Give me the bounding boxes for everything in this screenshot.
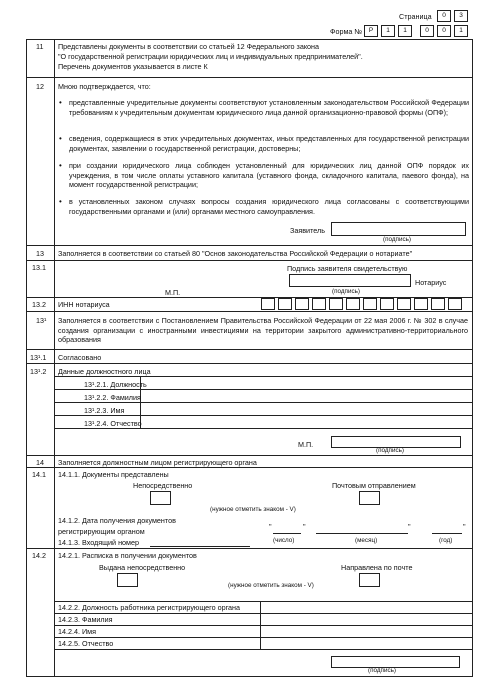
applicant-label: Заявитель (290, 226, 325, 235)
official-surname-label: 13¹.2.2. Фамилия (84, 393, 141, 402)
applicant-signature-caption: (подпись) (383, 236, 411, 243)
year-caption: (год) (439, 537, 453, 544)
by-post-label: Почтовым отправлением (332, 481, 416, 490)
issued-label: Выдана непосредственно (99, 563, 186, 572)
month-caption: (месяц) (355, 537, 378, 544)
day-caption: (число) (273, 537, 295, 544)
bullet-icon: • (59, 197, 62, 206)
inn-digit-cell[interactable] (312, 298, 326, 310)
registrar-name-field[interactable] (261, 626, 472, 637)
registrar-patronymic-label: 14.2.5. Отчество (58, 639, 114, 648)
notary-signature-caption: (подпись) (332, 288, 360, 295)
form-digit-1: Р (364, 25, 378, 37)
section-13x-1-number: 13¹.1 (30, 353, 47, 362)
day-field[interactable] (273, 533, 301, 534)
section-11-line-1: Представлены документы в соответствии со статьей 12 Федерального закона (58, 42, 320, 51)
confirmation-2: сведения, содержащиеся в этих учредительных документах, иных представленных для государственной регистрации документах, заявлении о государственной регистрации, достоверны; (69, 134, 469, 153)
section-14-1-number: 14.1 (32, 470, 46, 479)
inn-digit-cell[interactable] (346, 298, 360, 310)
confirmation-1: представленные учредительные документы соответствуют установленным законодательством Российской Федерации требованиям к учредительным документам юридического лица данной организационно-правовой формы (ОПФ); (69, 98, 469, 117)
quote-mark: " (408, 522, 411, 531)
inn-digit-cell[interactable] (380, 298, 394, 310)
registrar-name-label: 14.2.4. Имя (58, 627, 96, 636)
section-14-2-number: 14.2 (32, 551, 46, 560)
official-patronymic-label: 13¹.2.4. Отчество (84, 419, 142, 428)
bullet-icon: • (59, 161, 62, 170)
inn-digit-cell[interactable] (448, 298, 462, 310)
incoming-number-label: 14.1.3. Входящий номер (58, 538, 139, 547)
registrar-surname-field[interactable] (261, 614, 472, 625)
registrar-surname-label: 14.2.3. Фамилия (58, 615, 113, 624)
form-digit-3: 1 (398, 25, 412, 37)
official-stamp-label: М.П. (298, 440, 314, 449)
inn-digit-cell[interactable] (431, 298, 445, 310)
section-11-number: 11 (36, 42, 44, 51)
official-data-label: Данные должностного лица (58, 367, 151, 376)
section-14-number: 14 (36, 458, 44, 467)
official-patronymic-field[interactable] (141, 416, 472, 428)
registrar-patronymic-field[interactable] (261, 638, 472, 649)
quote-mark: " (463, 522, 466, 531)
sent-checkbox[interactable] (359, 573, 380, 587)
confirmation-3: при создании юридического лица соблюден установленный для юридических лиц данной ОПФ порядок их учреждения, в том числе оплаты уставного капитала (уставного фонда, складочного капитала, паевого фонда), на момент государственной регистрации; (69, 161, 469, 190)
page-digit-1[interactable]: 0 (437, 10, 451, 22)
section-13x-number: 13¹ (36, 316, 47, 325)
applicant-signature-field[interactable] (331, 222, 466, 236)
inn-digit-cell[interactable] (363, 298, 377, 310)
section-13-number: 13 (36, 249, 44, 258)
section-11-line-2: "О государственной регистрации юридических лиц и индивидуальных предпринимателей". (58, 52, 363, 61)
inn-digit-cell[interactable] (261, 298, 275, 310)
inn-digit-cell[interactable] (414, 298, 428, 310)
registrar-position-label: 14.2.2. Должность работника регистрирующего органа (58, 603, 241, 612)
inn-digit-cell[interactable] (278, 298, 292, 310)
month-field[interactable] (316, 533, 408, 534)
official-name-label: 13¹.2.3. Имя (84, 406, 125, 415)
official-position-label: 13¹.2.1. Должность (84, 380, 147, 389)
inn-digit-cell[interactable] (329, 298, 343, 310)
quote-mark: " (303, 522, 306, 531)
issued-checkbox[interactable] (117, 573, 138, 587)
notary-label: Нотариус (415, 278, 447, 287)
documents-submitted-label: 14.1.1. Документы представлены (58, 470, 169, 479)
section-13x-text: Заполняется в соответствии с Постановлением Правительства Российской Федерации от 22 мая 2006 г. № 302 в случае создания организации с иностранными инвестициями на территории закрытого административно-территориального образования (58, 316, 468, 345)
section-13-text: Заполняется в соответствии со статьей 80 "Основ законодательства Российской Федерации о нотариате" (58, 249, 413, 258)
section-13x-2-number: 13¹.2 (30, 367, 47, 376)
official-position-field[interactable] (141, 377, 472, 389)
sent-label: Направлена по почте (341, 563, 413, 572)
section-14-text: Заполняется должностным лицом регистрирующего органа (58, 458, 257, 467)
registrar-signature-caption: (подпись) (368, 667, 396, 674)
form-label: Форма № (330, 27, 363, 36)
agreed-label: Согласовано (58, 353, 102, 362)
receipt-date-label-2: регистрирующим органом (58, 527, 145, 536)
by-post-checkbox[interactable] (359, 491, 380, 505)
in-person-checkbox[interactable] (150, 491, 171, 505)
quote-mark: " (269, 522, 272, 531)
stamp-label: М.П. (165, 288, 181, 297)
notary-attestation-label: Подпись заявителя свидетельствую (287, 264, 408, 273)
form-digit-6: 1 (454, 25, 468, 37)
official-surname-field[interactable] (141, 390, 472, 402)
form-digit-4: 0 (420, 25, 434, 37)
official-signature-caption: (подпись) (376, 447, 404, 454)
incoming-number-field[interactable] (150, 546, 250, 547)
section-13-2-number: 13.2 (32, 300, 46, 309)
page-digit-2[interactable]: 3 (454, 10, 468, 22)
section-11-line-3: Перечень документов указывается в листе К (58, 62, 208, 71)
form-digit-2: 1 (381, 25, 395, 37)
inn-digit-cell[interactable] (397, 298, 411, 310)
form-digit-5: 0 (437, 25, 451, 37)
section-12-intro: Мною подтверждается, что: (58, 82, 151, 91)
bullet-icon: • (59, 98, 62, 107)
registrar-position-field[interactable] (261, 602, 472, 613)
page-label: Страница (399, 12, 432, 21)
mark-note-2: (нужное отметить знаком - V) (228, 582, 314, 589)
mark-note-1: (нужное отметить знаком - V) (210, 506, 296, 513)
confirmation-4: в установленных законом случаях вопросы создания юридического лица согласованы с соответствующими государственными органами и (или) органами местного самоуправления. (69, 197, 469, 216)
notary-signature-field[interactable] (289, 274, 411, 287)
receipt-title: 14.2.1. Расписка в получении документов (58, 551, 197, 560)
inn-digit-cell[interactable] (295, 298, 309, 310)
section-13-1-number: 13.1 (32, 263, 46, 272)
year-field[interactable] (432, 533, 462, 534)
bullet-icon: • (59, 134, 62, 143)
in-person-label: Непосредственно (133, 481, 193, 490)
receipt-date-label-1: 14.1.2. Дата получения документов (58, 516, 176, 525)
section-12-number: 12 (36, 82, 44, 91)
notary-inn-label: ИНН нотариуса (58, 300, 110, 309)
official-name-field[interactable] (141, 403, 472, 415)
